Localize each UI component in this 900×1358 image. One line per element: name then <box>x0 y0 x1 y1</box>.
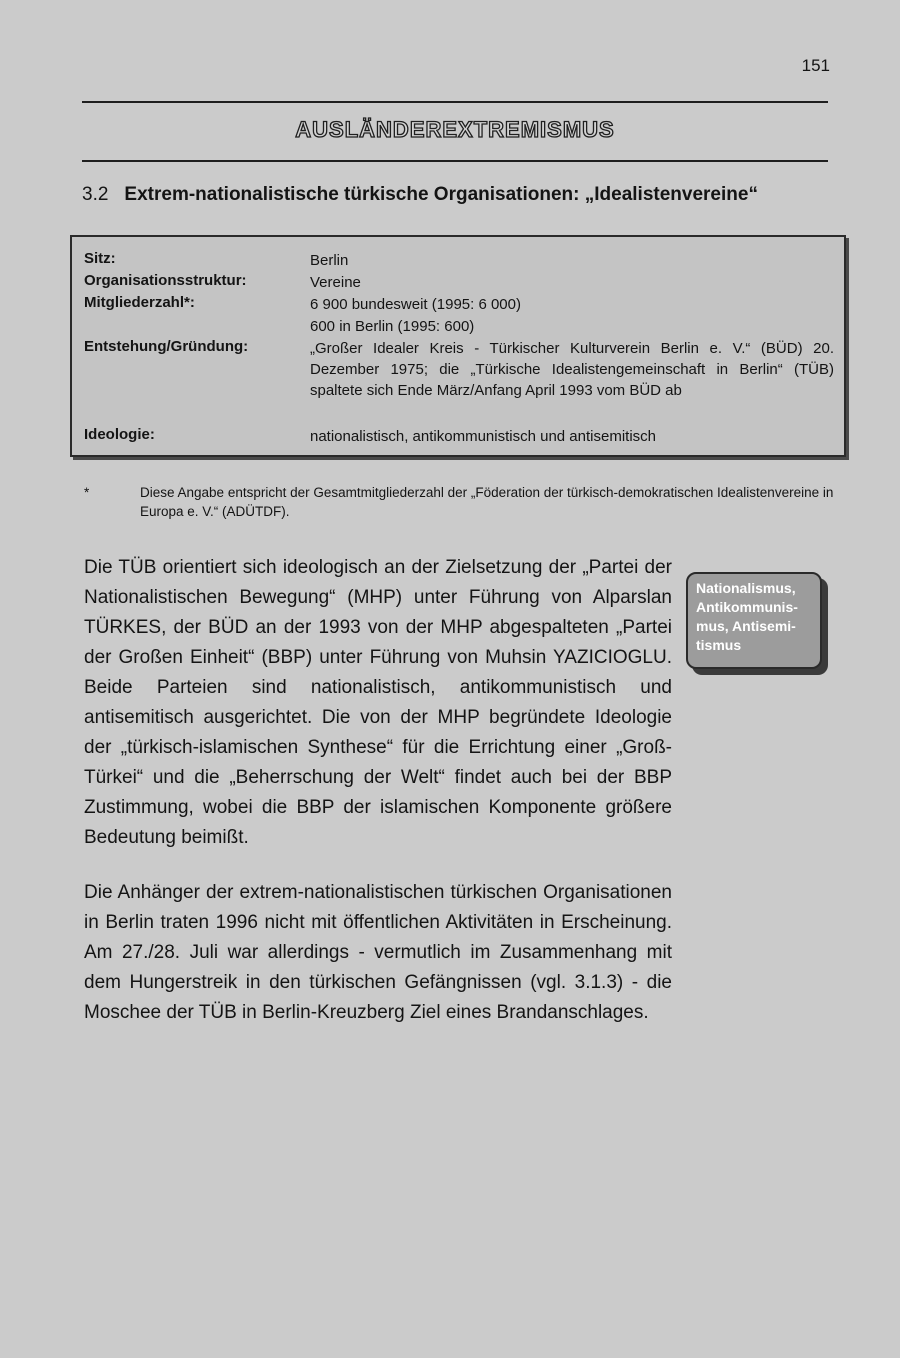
section-title: Extrem-nationalistische türkische Organisationen: „Idealistenvereine“ <box>124 184 758 205</box>
info-value-entstehung: „Großer Idealer Kreis - Türkischer Kulturverein Berlin e. V.“ (BÜD) 20. Dezember 1975; die „Türkische Idealistengemeinschaft in Berlin“ (TÜB) spaltete sich Ende März/Anfang April 1993 vom BÜD ab <box>310 340 834 399</box>
info-value-mitglieder-2: 600 in Berlin (1995: 600) <box>310 318 475 335</box>
section-heading <box>82 184 842 206</box>
info-value-sitz: Berlin <box>310 252 349 269</box>
info-label-entstehung: Entstehung/Gründung: <box>84 338 249 355</box>
header-rule-top <box>82 101 828 103</box>
header-rule-bottom <box>82 160 828 162</box>
page-number: 151 <box>801 56 830 75</box>
info-label-ideologie: Ideologie: <box>84 426 155 443</box>
info-value-ideologie: nationalistisch, antikommunistisch und antisemitisch <box>310 428 656 445</box>
info-label-mitglieder: Mitgliederzahl*: <box>84 294 195 311</box>
info-label-struktur: Organisationsstruktur: <box>84 272 247 289</box>
info-label-sitz: Sitz: <box>84 250 116 267</box>
section-number: 3.2 <box>82 184 109 205</box>
body-paragraph-2: Die Anhänger der extrem-nationalistischen türkischen Organisationen in Berlin traten 1996 nicht mit öffentlichen Aktivitäten in Erscheinung. Am 27./28. Juli war allerdings - vermutlich im Zusammenhang mit dem Hungerstreik in den türkischen Gefängnissen (vgl. 3.1.3) - die Moschee der TÜB in Berlin-Kreuzberg Ziel eines Brandanschlages. <box>84 882 672 1023</box>
info-value-struktur: Vereine <box>310 274 361 291</box>
footnote-text: Diese Angabe entspricht der Gesamtmitgliederzahl der „Föderation der türkisch-demokratischen Idealistenvereine in Europa e. V.“ (ADÜTDF). <box>140 485 834 519</box>
margin-note: Nationalismus, Antikommunis-mus, Antisemi-tismus <box>686 572 822 669</box>
info-box <box>70 235 846 457</box>
info-value-mitglieder-1: 6 900 bundesweit (1995: 6 000) <box>310 296 521 313</box>
running-head: AUSLÄNDEREXTREMISMUS <box>295 117 615 142</box>
footnote-marker: * <box>84 485 90 500</box>
body-paragraph-1: Die TÜB orientiert sich ideologisch an der Zielsetzung der „Partei der Nationalistischen Bewegung“ (MHP) unter Führung von Alparslan TÜRKES, der BÜD an der 1993 von der MHP abgespalteten „Partei der Großen Einheit“ (BBP) unter Führung von Muhsin YAZICIOGLU. Beide Parteien sind nationalistisch, antikommunistisch und antisemitisch ausgerichtet. Die von der MHP begründete Ideologie der „türkisch-islamischen Synthese“ für die Errichtung einer „Groß-Türkei“ und die „Beherrschung der Welt“ findet auch bei der BBP Zustimmung, wobei die BBP der islamischen Komponente größere Bedeutung beimißt. <box>84 557 672 848</box>
